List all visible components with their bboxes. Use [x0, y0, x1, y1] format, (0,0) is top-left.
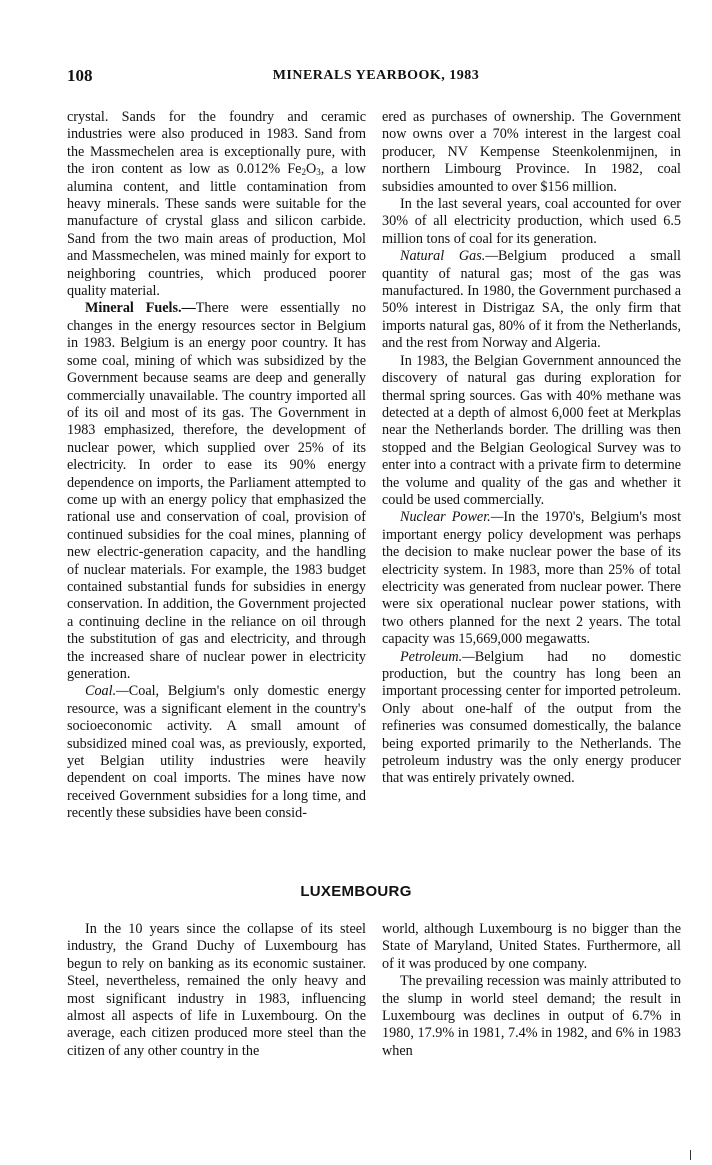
left-column [67, 109, 366, 823]
paragraph-petroleum: Petroleum.—Belgium had no domestic production, but the country has long been an important processing center for imported petroleum. Only about one-half of the output from the refineries was consumed domestically, the balance being exported primarily to the Netherlands. The petroleum industry was the only energy producer that was entirely privately owned. [382, 648, 681, 787]
paragraph-sands: crystal. Sands for the foundry and ceramic industries were also produced in 1983. Sand from the Massmechelen area is exceptionally pure, with the iron content as low as 0.012% $Fe_2O_3$, a low alumina content, and little contamination from heavy minerals. These sands were suitable for the manufacture of crystal glass and silicon carbide. Sand from the two main areas of production, Mol and Massmechelen, was mined mainly for export to neighboring countries, which produced poorer quality material. [67, 109, 366, 300]
paragraph-natural-gas: Natural Gas.—Belgium produced a small quantity of natural gas; most of the gas was manufactured. In 1980, the Government purchased a 50% interest in Distrigaz SA, the only firm that imports natural gas, 80% of it from the Netherlands, and the rest from Norway and Algeria. [382, 248, 681, 352]
heading-petroleum: Petroleum.— [400, 648, 475, 665]
luxembourg-left-column [67, 921, 366, 1060]
margin-mark [690, 1150, 691, 1160]
paragraph-coal-electricity: In the last several years, coal accounted for over 30% of all electricity production, which used 6.5 million tons of coal for its generation. [382, 196, 681, 247]
heading-nuclear-power: Nuclear Power.— [400, 509, 504, 526]
page-number: 108 [67, 66, 93, 85]
running-title: MINERALS YEARBOOK, 1983 [272, 68, 480, 83]
paragraph-mineral-fuels: Mineral Fuels.—There were essentially no changes in the energy resources sector in Belgium in 1983. Belgium is an energy poor country. It has some coal, mining of which was subsidized by the Government because seams are deep and generally commercially unavailable. The country imported all of its oil and most of its gas. The Government in 1983 emphasized, therefore, the development of nuclear power, which supplied over 25% of its electricity. In order to ease its 90% energy dependence on imports, the Parliament attempted to come up with an energy policy that emphasized the rational use and conservation of coal, provision of continued subsidies for the coal mines, planning of new electric-generation capacity, and the handling of nuclear materials. For example, the 1983 budget contained substantial funds for subsidies in energy conservation. In addition, the Government projected a continuing decline in the reliance on oil through the substitution of gas and electricity, and through the increased share of nuclear power in electricity generation. [67, 300, 366, 682]
heading-mineral-fuels: Mineral Fuels.— [85, 300, 196, 317]
heading-natural-gas: Natural Gas.— [400, 248, 498, 265]
paragraph-luxembourg-world: world, although Luxembourg is no bigger than the State of Maryland, United States. Furthermore, all of it was produced by one company. [382, 921, 681, 972]
paragraph-coal: Coal.—Coal, Belgium's only domestic energy resource, was a significant element in the country's socioeconomic activity. A small amount of subsidized mined coal was, as previously, exported, yet Belgian utility industries were heavily dependent on coal imports. The mines have now received Government subsidies for a long time, and recently these subsidies have been consid- [67, 683, 366, 822]
paragraph-nuclear: Nuclear Power.—In the 1970's, Belgium's most important energy policy development was perhaps the decision to make nuclear power the base of its electricity system. In 1983, more than 25% of total electricity was generated from nuclear power. There were six operational nuclear power stations, with two others planned for the next 2 years. The total capacity was 15,669,000 megawatts. [382, 509, 682, 648]
luxembourg-right-column [382, 921, 681, 1060]
heading-coal: Coal.— [85, 683, 129, 700]
paragraph-luxembourg-recession: The prevailing recession was mainly attributed to the slump in world steel demand; the result in Luxembourg was declines in output of 6.7% in 1980, 17.9% in 1981, 7.4% in 1982, and 6% in 1983 when [382, 973, 681, 1059]
right-column [382, 109, 681, 788]
paragraph-gas-discovery: In 1983, the Belgian Government announced the discovery of natural gas during exploration for thermal spring sources. Gas with 40% methane was detected at a depth of almost 6,000 feet at Merkplas near the Netherlands border. The drilling was then stopped and the Belgian Geological Survey was to enter into a contract with a private firm to determine the volume and quality of the gas and whether it could be used commercially. [382, 352, 681, 508]
paragraph-luxembourg-intro: In the 10 years since the collapse of its steel industry, the Grand Duchy of Luxembourg has begun to rely on banking as its economic sustainer. Steel, nevertheless, remained the only heavy and most significant industry in 1983, influencing almost all aspects of life in Luxembourg. On the average, each citizen produced more steel than the citizen of any other country in the [67, 921, 366, 1059]
section-title-luxembourg: LUXEMBOURG [300, 883, 412, 900]
paragraph-coal-ownership: ered as purchases of ownership. The Government now owns over a 70% interest in the largest coal producer, NV Kempense Steenkolenmijnen, in northern Limbourg Province. In 1982, coal subsidies amounted to over $156 million. [382, 109, 681, 195]
